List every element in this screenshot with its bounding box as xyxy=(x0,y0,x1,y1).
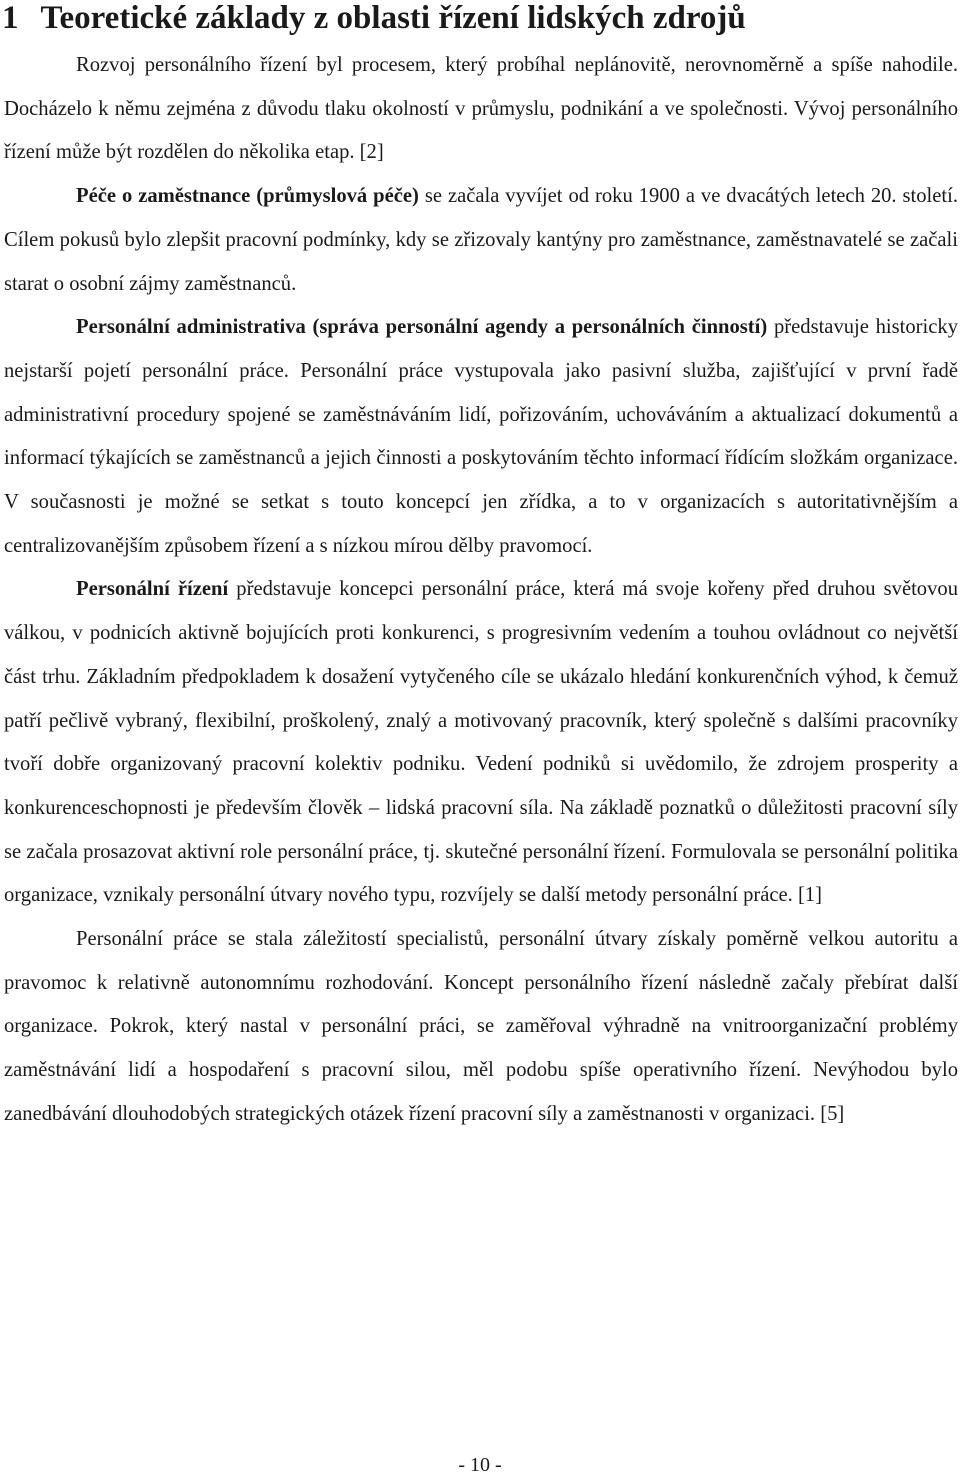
paragraph-specialiste xyxy=(4,918,958,1137)
paragraph-text: Rozvoj personálního řízení byl procesem, který probíhal neplánovitě, nerovnoměrně a spíše nahodile. Docházelo k němu zejména z důvodu tlaku okolností v průmyslu, podnikání a ve společnosti. Vývoj personálního řízení může být rozdělen do několika etap. [2] xyxy=(4,54,958,164)
paragraph-intro xyxy=(4,44,958,175)
paragraph-text: představuje koncepci personální práce, která má svoje kořeny před druhou světovou válkou, v podnicích aktivně bojujících proti konkurenci, s progresivním vedením a touhou ovládnout co největší část trhu. Základním předpokladem k dosažení vytyčeného cíle se ukázalo hledání konkurenčních výhod, k čemuž patří pečlivě vybraný, flexibilní, proškolený, znalý a motivovaný pracovník, který společně s dalšími pracovníky tvoří dobře organizovaný pracovní kolektiv podniku. Vedení podniků si uvědomilo, že zdrojem prosperity a konkurenceschopnosti je především člověk – lidská pracovní síla. Na základě poznatků o důležitosti pracovní síly se začala prosazovat aktivní role personální práce, tj. skutečné personální řízení. Formulovala se personální politika organizace, vznikaly personální útvary nového typu, rozvíjely se další metody personální práce. [1] xyxy=(4,578,958,907)
chapter-number: 1 xyxy=(2,0,19,36)
term-pece-o-zamestnance: Péče o zaměstnance (průmyslová péče) xyxy=(76,185,419,208)
paragraph-pece xyxy=(4,175,958,306)
chapter-title: Teoretické základy z oblasti řízení lidských zdrojů xyxy=(40,0,746,36)
paragraph-administrativa xyxy=(4,306,958,568)
page-number: - 10 - xyxy=(458,1454,502,1476)
term-personalni-administrativa: Personální administrativa (správa personální agendy a personálních činností) xyxy=(76,316,768,339)
paragraph-text: představuje historicky nejstarší pojetí personální práce. Personální práce vystupovala jako pasivní služba, zajišťující v první řadě administrativní procedury spojené se zaměstnáváním lidí, pořizováním, uchováváním a aktualizací dokumentů a informací týkajících se zaměstnanců a jejich činnosti a poskytováním těchto informací řídícím složkám organizace. V současnosti je možné se setkat s touto koncepcí jen zřídka, a to v organizacích s autoritativnějším a centralizovanějším způsobem řízení a s nízkou mírou dělby pravomocí. xyxy=(4,316,958,557)
paragraph-text: Personální práce se stala záležitostí specialistů, personální útvary získaly poměrně velkou autoritu a pravomoc k relativně autonomnímu rozhodování. Koncept personálního řízení následně začaly přebírat další organizace. Pokrok, který nastal v personální práci, se zaměřoval výhradně na vnitroorganizační problémy zaměstnávání lidí a hospodaření s pracovní silou, měl podobu spíše operativního řízení. Nevýhodou bylo zanedbávání dlouhodobých strategických otázek řízení pracovní síly a zaměstnanosti v organizaci. [5] xyxy=(4,928,958,1125)
document-body xyxy=(4,44,958,1137)
paragraph-rizeni xyxy=(4,568,958,918)
term-personalni-rizeni: Personální řízení xyxy=(76,578,229,601)
paragraph-text: se začala vyvíjet od roku 1900 a ve dvacátých letech 20. století. Cílem pokusů bylo zlepšit pracovní podmínky, kdy se zřizovaly kantýny pro zaměstnance, zaměstnavatelé se začali starat o osobní zájmy zaměstnanců. xyxy=(4,185,958,295)
chapter-heading xyxy=(2,0,746,38)
